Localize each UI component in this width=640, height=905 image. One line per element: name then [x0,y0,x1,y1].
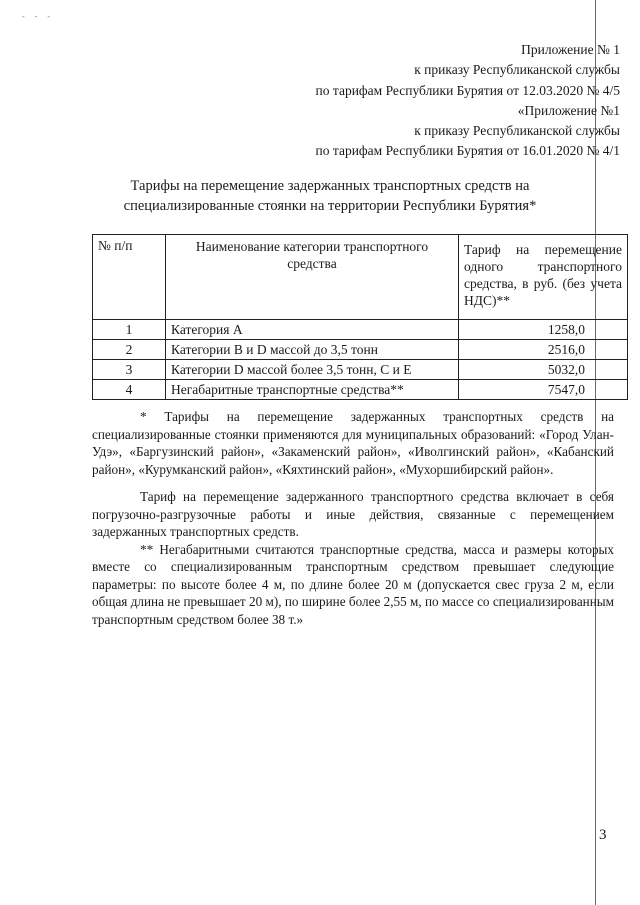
column-header-number: № п/п [93,235,166,320]
row-category: Категория А [166,320,459,340]
row-category: Негабаритные транспортные средства** [166,380,459,400]
footnotes [92,408,614,638]
header-line: по тарифам Республики Бурятия от 12.03.2020 № 4/5 [315,82,620,98]
header-line: «Приложение №1 [517,102,620,118]
row-number: 3 [93,360,166,380]
row-tariff: 2516,0 [459,340,628,360]
row-tariff: 1258,0 [459,320,628,340]
table-row [93,360,628,380]
title-line-1: Тарифы на перемещение задержанных транспортных средств на [130,178,530,194]
row-tariff: 5032,0 [459,360,628,380]
header-line: Приложение № 1 [521,42,620,57]
table-header-row [93,235,628,320]
appendix-header [316,40,620,162]
header-line: к приказу Республиканской службы [414,123,620,139]
table-row [93,380,628,400]
table-row [93,320,628,340]
scan-corner-mark: - - - [22,12,54,21]
footnote-tariff-scope: Тариф на перемещение задержанного транспортного средства включает в себя погрузочно-разгрузочные работы и иные действия, связанные с перемещением задержанных транспортных средств. [92,489,614,539]
column-header-tariff: Тариф на перемещение одного транспортного средства, в руб. (без учета НДС)** [459,235,628,320]
row-number: 1 [93,320,166,340]
row-tariff: 7547,0 [459,380,628,400]
tariff-table [92,234,628,400]
column-header-category: Наименование категории транспортного средства [166,235,459,320]
document-title [110,176,550,216]
footnote-municipalities: * Тарифы на перемещение задержанных транспортных средств на специализированные стоянки применяются для муниципальных образований: «Город Улан-Удэ», «Баргузинский район», «Закаменский район», «Иволгинский район», «Кабанский район», «Курумканский район», «Кяхтинский район», «Мухоршибирский район». [92,409,614,477]
header-line: к приказу Республиканской службы [414,62,620,78]
row-category: Категории D массой более 3,5 тонн, С и Е [166,360,459,380]
row-number: 2 [93,340,166,360]
row-category: Категории В и D массой до 3,5 тонн [166,340,459,360]
page-number: 3 [599,827,607,843]
footnote-oversized: ** Негабаритными считаются транспортные средства, масса и размеры которых вместе со специализированным транспортным средством превышает следующие параметры: по высоте более 4 м, по длине более 20 м (допускается свес груза 2 м, если общая длина не превышает 20 м), по ширине более 2,55 м, по массе со специализированным транспортным средством более 38 т.» [92,541,614,627]
title-line-2: специализированные стоянки на территории Республики Бурятия* [123,198,537,214]
header-line: по тарифам Республики Бурятия от 16.01.2020 № 4/1 [315,143,620,159]
row-number: 4 [93,380,166,400]
table-row [93,340,628,360]
